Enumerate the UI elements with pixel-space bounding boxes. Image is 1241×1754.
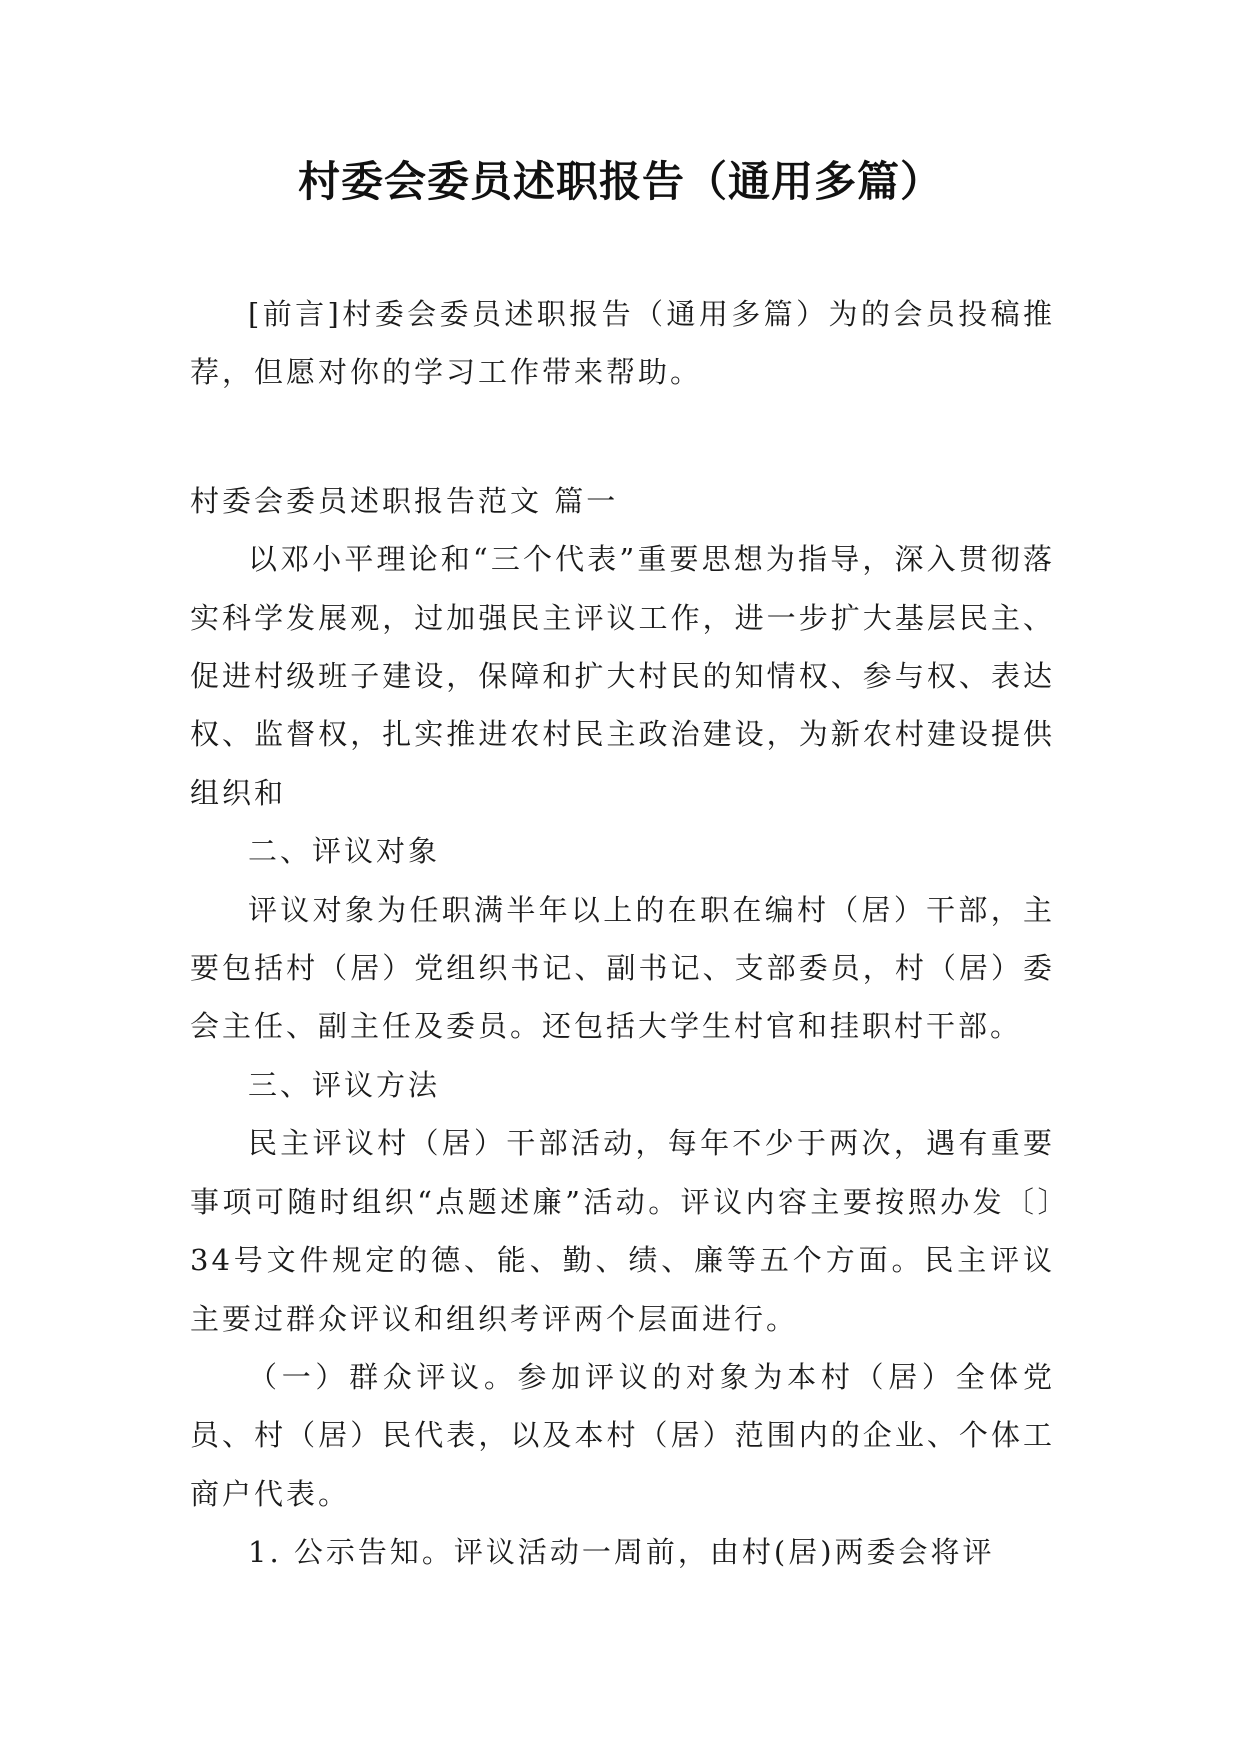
body-paragraph-guiding-principle: 以邓小平理论和“三个代表”重要思想为指导，深入贯彻落实科学发展观，过加强民主评议工作，进一步扩大基层民主、促进村级班子建设，保障和扩大村民的知情权、参与权、表达权、监督权，扎实推进农村民主政治建设，为新农村建设提供组织和 bbox=[190, 542, 1055, 810]
preface-paragraph: [前言]村委会委员述职报告（通用多篇）为的会员投稿推荐，但愿对你的学习工作带来帮助。 bbox=[190, 297, 1055, 390]
section-spacer bbox=[190, 402, 1055, 472]
body-paragraph-evaluation-methods: 民主评议村（居）干部活动，每年不少于两次，遇有重要事项可随时组织“点题述廉”活动。评议内容主要按照办发〔〕34号文件规定的德、能、勤、绩、廉等五个方面。民主评议主要过群众评议和组织考评两个层面进行。 bbox=[190, 1126, 1055, 1336]
body-paragraph-public-notice: 1. 公示告知。评议活动一周前，由村(居)两委会将评 bbox=[248, 1535, 995, 1570]
body-paragraph-public-evaluation: （一）群众评议。参加评议的对象为本村（居）全体党员、村（居）民代表，以及本村（居）范围内的企业、个体工商户代表。 bbox=[190, 1359, 1055, 1511]
subheading-evaluation-targets: 二、评议对象 bbox=[248, 834, 441, 869]
section-heading: 村委会委员述职报告范文 篇一 bbox=[190, 483, 619, 518]
subheading-evaluation-methods: 三、评议方法 bbox=[248, 1067, 441, 1102]
document-body bbox=[190, 285, 1055, 1582]
document-title: 村委会委员述职报告（通用多篇） bbox=[297, 157, 943, 206]
body-paragraph-evaluation-targets: 评议对象为任职满半年以上的在职在编村（居）干部，主要包括村（居）党组织书记、副书记、支部委员，村（居）委会主任、副主任及委员。还包括大学生村官和挂职村干部。 bbox=[190, 892, 1055, 1044]
